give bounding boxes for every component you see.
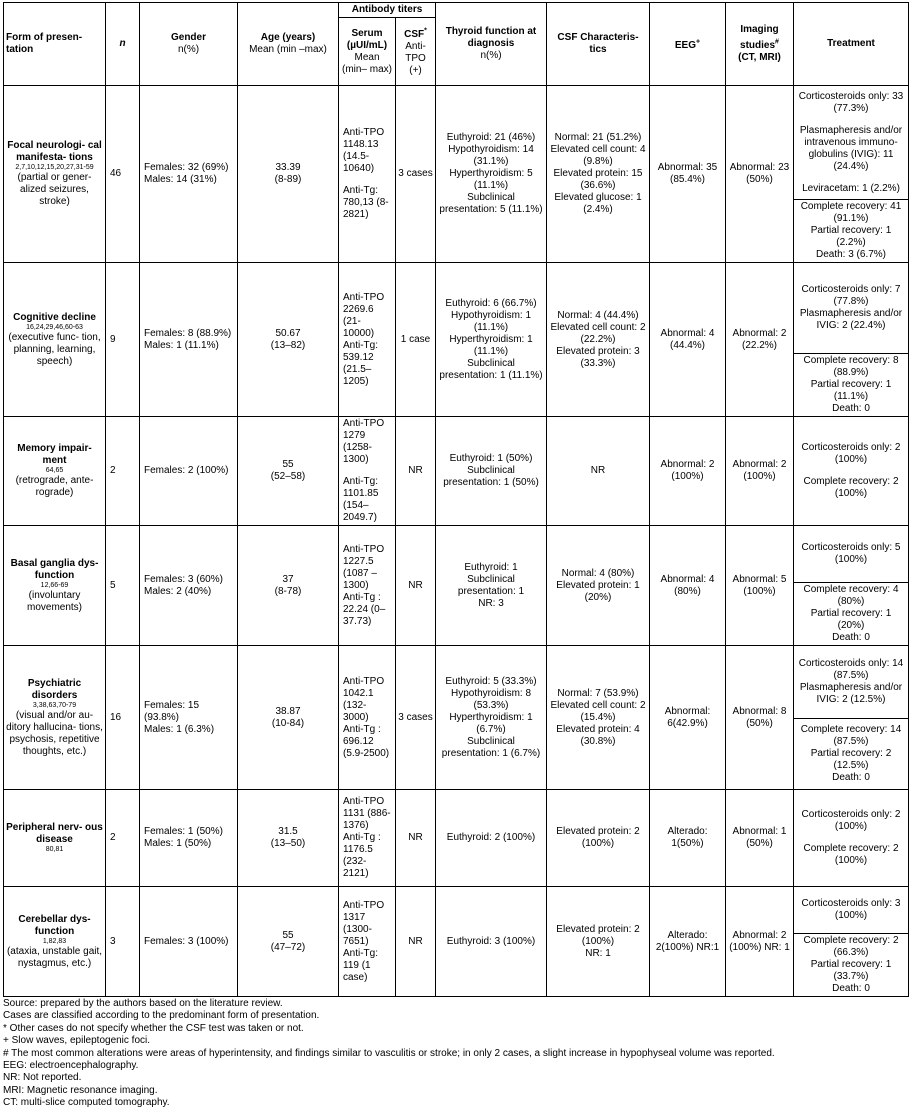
cell-line: Normal: 4 (80%) <box>561 567 635 579</box>
cell-line: Corticosteroids only: 3 (100%) <box>801 898 901 921</box>
table-row <box>4 417 909 526</box>
gender-cell <box>140 790 238 887</box>
table-row <box>4 790 909 887</box>
cell-line: Normal: 7 (53.9%) <box>557 687 639 699</box>
header-form: Form of presen- tation <box>4 3 106 86</box>
cell-line: Males: 14 (31%) <box>144 174 217 185</box>
table-row <box>4 86 909 200</box>
cell-line: Death: 3 (6.7%) <box>815 249 887 260</box>
cell-line: (13–50) <box>270 838 306 849</box>
csf-cell: NR <box>396 417 436 526</box>
header-imaging: Imaging studies# (CT, MRI) <box>726 3 794 86</box>
cell-line: (47–72) <box>270 941 306 953</box>
table-body <box>4 86 909 997</box>
cell-line: Death: 0 <box>832 983 870 994</box>
eeg-cell: Abnormal: 35 (85.4%) <box>650 86 726 263</box>
cell-line: 55 <box>282 929 294 941</box>
cell-line: Plasmapheresis and/or IVIG: 2 (22.4%) <box>799 308 903 331</box>
cell-line: Subclinical presentation: 1 (6.7%) <box>441 735 541 759</box>
csf-cell: 3 cases <box>396 86 436 263</box>
cell-line: Subclinical presentation: 1 (11.1%) <box>439 357 543 381</box>
gender-cell <box>140 646 238 790</box>
thyroid-cell <box>436 790 547 887</box>
data-table <box>3 2 909 997</box>
cell-line: Complete recovery: 2 (100%) <box>803 476 899 499</box>
cell-line: (10-84) <box>271 717 305 729</box>
gender-cell <box>140 417 238 526</box>
cell-line: Subclinical presentation: 1 <box>457 573 525 597</box>
eeg-cell: Abnormal: 6(42.9%) <box>650 646 726 790</box>
footnote-line: * Other cases do not specify whether the CSF test was taken or not. <box>3 1022 304 1034</box>
cell-line: (8-89) <box>274 174 302 185</box>
serum-cell <box>339 417 396 526</box>
footnote-line: EEG: electroencephalography. <box>3 1060 139 1072</box>
cell-line: Elevated protein: 4 (30.8%) <box>556 723 640 747</box>
cell-line: Anti-Tg : 1176.5 (232- 2121) <box>343 832 381 879</box>
cell-line: Euthyroid: 1 <box>464 561 518 573</box>
age-cell <box>238 526 339 646</box>
cell-line: Anti-TPO 1131 (886- 1376) <box>343 796 391 831</box>
cell-line: Death: 0 <box>832 403 870 414</box>
age-cell <box>238 646 339 790</box>
treatment-cell <box>794 86 909 200</box>
csf-cell: NR <box>396 790 436 887</box>
form-cell: Focal neurologi- cal manifesta- tions 2,7,10,12,15,20,27,31-59 (partial or gener- alized seizures, stroke) <box>4 86 106 263</box>
footnote-line: Cases are classified according to the predominant form of presentation. <box>3 1010 320 1022</box>
gender-cell <box>140 526 238 646</box>
n-cell: 2 <box>106 417 140 526</box>
table-row <box>4 887 909 934</box>
outcome-cell <box>794 719 909 790</box>
cell-line: Euthyroid: 3 (100%) <box>446 935 536 947</box>
cell-line: Plasmapheresis and/or intravenous immuno- globulins (IVIG): 11 (24.4%) <box>799 124 903 172</box>
csf-char-cell <box>547 263 650 417</box>
cell-line: Females: 3 (60%) <box>144 573 223 585</box>
cell-line: Males: 2 (40%) <box>144 585 212 597</box>
serum-cell <box>339 790 396 887</box>
header-csf: CSF* Anti- TPO (+) <box>396 18 436 86</box>
cell-line: Euthyroid: 21 (46%) <box>446 132 536 143</box>
cell-line: Anti-TPO 1148.13 (14.5- 10640) <box>343 127 385 174</box>
table-row <box>4 646 909 719</box>
footnote-line: # The most common alterations were areas of hyperintensity, and findings similar to vasculitis or stroke; in only 2 cases, a slight increase in hypophyseal volume was reported. <box>3 1047 775 1059</box>
imaging-cell: Abnormal: 1 (50%) <box>726 790 794 887</box>
cell-line: Plasmapheresis and/or IVIG: 2 (12.5%) <box>799 682 903 705</box>
csf-cell: 1 case <box>396 263 436 417</box>
thyroid-cell <box>436 263 547 417</box>
thyroid-cell <box>436 417 547 526</box>
form-cell: Basal ganglia dys- function 12,66-69 (involuntary movements) <box>4 526 106 646</box>
cell-line: Elevated protein: 15 (36.6%) <box>553 168 643 191</box>
cell-line: Partial recovery: 1 (11.1%) <box>810 379 892 402</box>
cell-line: Hyperthyroidism: 5 (11.1%) <box>449 168 533 191</box>
treatment-cell <box>794 790 909 887</box>
header-treatment: Treatment <box>794 3 909 86</box>
cell-line: Females: 1 (50%) <box>144 826 223 837</box>
header-gender: Gender n(%) <box>140 3 238 86</box>
thyroid-cell <box>436 526 547 646</box>
header-eeg: EEG+ <box>650 3 726 86</box>
thyroid-cell <box>436 887 547 997</box>
cell-line: Anti-Tg: 780,13 (8-2821) <box>343 185 389 220</box>
form-cell: Peripheral nerv- ous disease 80,81 <box>4 790 106 887</box>
cell-line: 50.67 <box>275 327 301 339</box>
cell-line: NR: 1 <box>585 947 611 959</box>
outcome-cell <box>794 583 909 646</box>
cell-line: Females: 32 (69%) <box>144 162 229 173</box>
cell-line: Anti-Tg: 539.12 (21.5– 1205) <box>343 339 379 387</box>
cell-line: (8-78) <box>274 585 302 597</box>
imaging-cell: Abnormal: 2 (100%) NR: 1 <box>726 887 794 997</box>
cell-line: Anti-Tg : 22.24 (0–37.73) <box>343 591 386 627</box>
cell-line: 37 <box>282 573 294 585</box>
eeg-cell: Abnormal: 4 (44.4%) <box>650 263 726 417</box>
csf-char-cell <box>547 790 650 887</box>
cell-line: Females: 2 (100%) <box>144 465 229 476</box>
cell-line: Elevated glucose: 1 (2.4%) <box>554 192 642 215</box>
table-row <box>4 526 909 583</box>
n-cell: 46 <box>106 86 140 263</box>
thyroid-cell <box>436 646 547 790</box>
cell-line: Death: 0 <box>832 632 870 643</box>
cell-line: Euthyroid: 1 (50%) <box>449 453 533 464</box>
cell-line: Corticosteroids only: 2 (100%) <box>801 442 901 465</box>
outcome-cell <box>794 934 909 997</box>
cell-line: Hypothyroidism: 8 (53.3%) <box>450 687 532 711</box>
csf-char-cell <box>547 887 650 997</box>
n-cell: 5 <box>106 526 140 646</box>
cell-line: Anti-TPO 1317 (1300- 7651) <box>343 899 385 947</box>
cell-line: Corticosteroids only: 5 (100%) <box>801 542 901 565</box>
cell-line: Anti-Tg: 119 (1 case) <box>343 947 379 983</box>
csf-char-cell <box>547 86 650 263</box>
cell-line: Elevated protein: 2 (100%) <box>556 923 640 947</box>
header-n: n <box>106 3 140 86</box>
cell-line: NR: 3 <box>478 597 504 609</box>
thyroid-cell <box>436 86 547 263</box>
cell-line: Corticosteroids only: 33 (77.3%) <box>798 90 904 114</box>
eeg-cell: Abnormal: 4 (80%) <box>650 526 726 646</box>
cell-line: Partial recovery: 1 (2.2%) <box>810 225 892 248</box>
header-age: Age (years) Mean (min –max) <box>238 3 339 86</box>
n-cell: 3 <box>106 887 140 997</box>
eeg-cell: Alterado: 1(50%) <box>650 790 726 887</box>
cell-line: (52–58) <box>270 471 306 482</box>
form-cell: Psychiatric disorders 3,38,63,70-79 (visual and/or au- ditory hallucina- tions, psychosis, repetitive thoughts, etc.) <box>4 646 106 790</box>
cell-line: Complete recovery: 41 (91.1%) <box>800 201 902 224</box>
cell-line: NR <box>590 465 606 476</box>
cell-line: Complete recovery: 2 (100%) <box>803 843 899 866</box>
serum-cell <box>339 646 396 790</box>
cell-line: Complete recovery: 8 (88.9%) <box>803 355 899 378</box>
cell-line: Elevated protein: 1 (20%) <box>556 579 640 603</box>
imaging-cell: Abnormal: 8 (50%) <box>726 646 794 790</box>
cell-line: Anti-TPO 1279 (1258- 1300) <box>343 418 385 465</box>
cell-line: Complete recovery: 14 (87.5%) <box>800 724 902 747</box>
header-csf-char: CSF Characteris- tics <box>547 3 650 86</box>
csf-cell: NR <box>396 526 436 646</box>
serum-cell <box>339 887 396 997</box>
cell-line: 31.5 <box>278 826 298 837</box>
outcome-cell <box>794 354 909 417</box>
serum-cell <box>339 86 396 263</box>
cell-line: Corticosteroids only: 2 (100%) <box>801 809 901 832</box>
imaging-cell: Abnormal: 2 (22.2%) <box>726 263 794 417</box>
footnote-line: NR: Not reported. <box>3 1072 82 1084</box>
cell-line: Death: 0 <box>832 772 870 783</box>
treatment-cell <box>794 646 909 719</box>
footnote-line: + Slow waves, epileptogenic foci. <box>3 1035 151 1047</box>
gender-cell <box>140 263 238 417</box>
cell-line: Anti-Tg : 696.12 (5.9-2500) <box>343 723 390 759</box>
cell-line: Elevated cell count: 2 (15.4%) <box>550 699 646 723</box>
cell-line: Elevated cell count: 4 (9.8%) <box>550 144 646 167</box>
csf-cell: NR <box>396 887 436 997</box>
header-serum: Serum (µUI/mL) Mean (min– max) <box>339 18 396 86</box>
form-cell: Cerebellar dys- function 1,82,83 (ataxia, unstable gait, nystagmus, etc.) <box>4 887 106 997</box>
cell-line: Euthyroid: 6 (66.7%) <box>445 297 537 309</box>
cell-line: Anti-TPO 2269.6 (21- 10000) <box>343 291 385 339</box>
cell-line: Normal: 4 (44.4%) <box>557 309 639 321</box>
cell-line: Males: 1 (11.1%) <box>144 339 219 351</box>
treatment-cell <box>794 526 909 583</box>
treatment-cell <box>794 417 909 526</box>
cell-line: Elevated cell count: 2 (22.2%) <box>550 321 646 345</box>
cell-line: Complete recovery: 4 (80%) <box>803 584 899 607</box>
cell-line: Partial recovery: 2 (12.5%) <box>810 748 892 771</box>
cell-line: (13–82) <box>270 339 306 351</box>
eeg-cell: Alterado: 2(100%) NR:1 <box>650 887 726 997</box>
cell-line: 55 <box>282 459 294 470</box>
csf-cell: 3 cases <box>396 646 436 790</box>
gender-cell <box>140 887 238 997</box>
footnote-line: CT: multi-slice computed tomography. <box>3 1097 170 1109</box>
cell-line: Hyperthyroidism: 1 (11.1%) <box>449 333 533 357</box>
table-container <box>3 2 908 1110</box>
cell-line: Subclinical presentation: 1 (50%) <box>443 465 539 488</box>
cell-line: Elevated protein: 2 (100%) <box>556 826 640 849</box>
n-cell: 16 <box>106 646 140 790</box>
header-thyroid: Thyroid function at diagnosis n(%) <box>436 3 547 86</box>
gender-cell <box>140 86 238 263</box>
csf-char-cell <box>547 417 650 526</box>
csf-char-cell <box>547 646 650 790</box>
table-row <box>4 263 909 354</box>
cell-line: 38.87 <box>275 705 301 717</box>
cell-line: Males: 1 (6.3%) <box>144 723 215 735</box>
footnotes <box>3 998 908 1110</box>
header-antibody: Antibody titers <box>339 3 436 18</box>
cell-line: Partial recovery: 1 (20%) <box>810 608 892 631</box>
cell-line: Corticosteroids only: 14 (87.5%) <box>798 658 904 681</box>
n-cell: 2 <box>106 790 140 887</box>
outcome-cell <box>794 200 909 263</box>
imaging-cell: Abnormal: 23 (50%) <box>726 86 794 263</box>
cell-line: Females: 15 (93.8%) <box>144 699 200 723</box>
cell-line: Subclinical presentation: 5 (11.1%) <box>439 192 543 215</box>
cell-line: Males: 1 (50%) <box>144 838 212 849</box>
age-cell <box>238 790 339 887</box>
cell-line: Elevated protein: 3 (33.3%) <box>556 345 640 369</box>
imaging-cell: Abnormal: 2 (100%) <box>726 417 794 526</box>
cell-line: Euthyroid: 5 (33.3%) <box>445 675 537 687</box>
form-cell: Memory impair- ment 64,65 (retrograde, ante- rograde) <box>4 417 106 526</box>
age-cell <box>238 263 339 417</box>
cell-line: Hypothyroidism: 14 (31.1%) <box>448 144 534 167</box>
serum-cell <box>339 526 396 646</box>
cell-line: Anti-TPO 1042.1 (132- 3000) <box>343 675 385 723</box>
cell-line: Anti-Tg: 1101.85 (154– 2049.7) <box>343 476 379 523</box>
treatment-cell <box>794 263 909 354</box>
cell-line: Corticosteroids only: 7 (77.8%) <box>801 284 901 307</box>
cell-line: Females: 8 (88.9%) <box>144 327 232 339</box>
csf-char-cell <box>547 526 650 646</box>
age-cell <box>238 417 339 526</box>
cell-line: Females: 3 (100%) <box>144 935 229 947</box>
serum-cell <box>339 263 396 417</box>
footnote-line: MRI: Magnetic resonance imaging. <box>3 1084 158 1096</box>
age-cell <box>238 887 339 997</box>
cell-line: Hypothyroidism: 1 (11.1%) <box>450 309 532 333</box>
footnote-line: Source: prepared by the authors based on the literature review. <box>3 998 283 1009</box>
cell-line: Normal: 21 (51.2%) <box>554 132 642 143</box>
imaging-cell: Abnormal: 5 (100%) <box>726 526 794 646</box>
cell-line: 33.39 <box>275 162 301 173</box>
form-cell: Cognitive decline 16,24,29,46,60-63 (executive func- tion, planning, learning, speech) <box>4 263 106 417</box>
cell-line: Complete recovery: 2 (66.3%) <box>803 935 899 958</box>
cell-line: Anti-TPO 1227.5 (1087 – 1300) <box>343 543 385 591</box>
age-cell <box>238 86 339 263</box>
n-cell: 9 <box>106 263 140 417</box>
cell-line: Leviracetam: 1 (2.2%) <box>802 182 900 194</box>
cell-line: Partial recovery: 1 (33.7%) <box>810 959 892 982</box>
cell-line: Euthyroid: 2 (100%) <box>446 832 536 843</box>
treatment-cell <box>794 887 909 934</box>
cell-line: Hyperthyroidism: 1 (6.7%) <box>449 711 533 735</box>
eeg-cell: Abnormal: 2 (100%) <box>650 417 726 526</box>
